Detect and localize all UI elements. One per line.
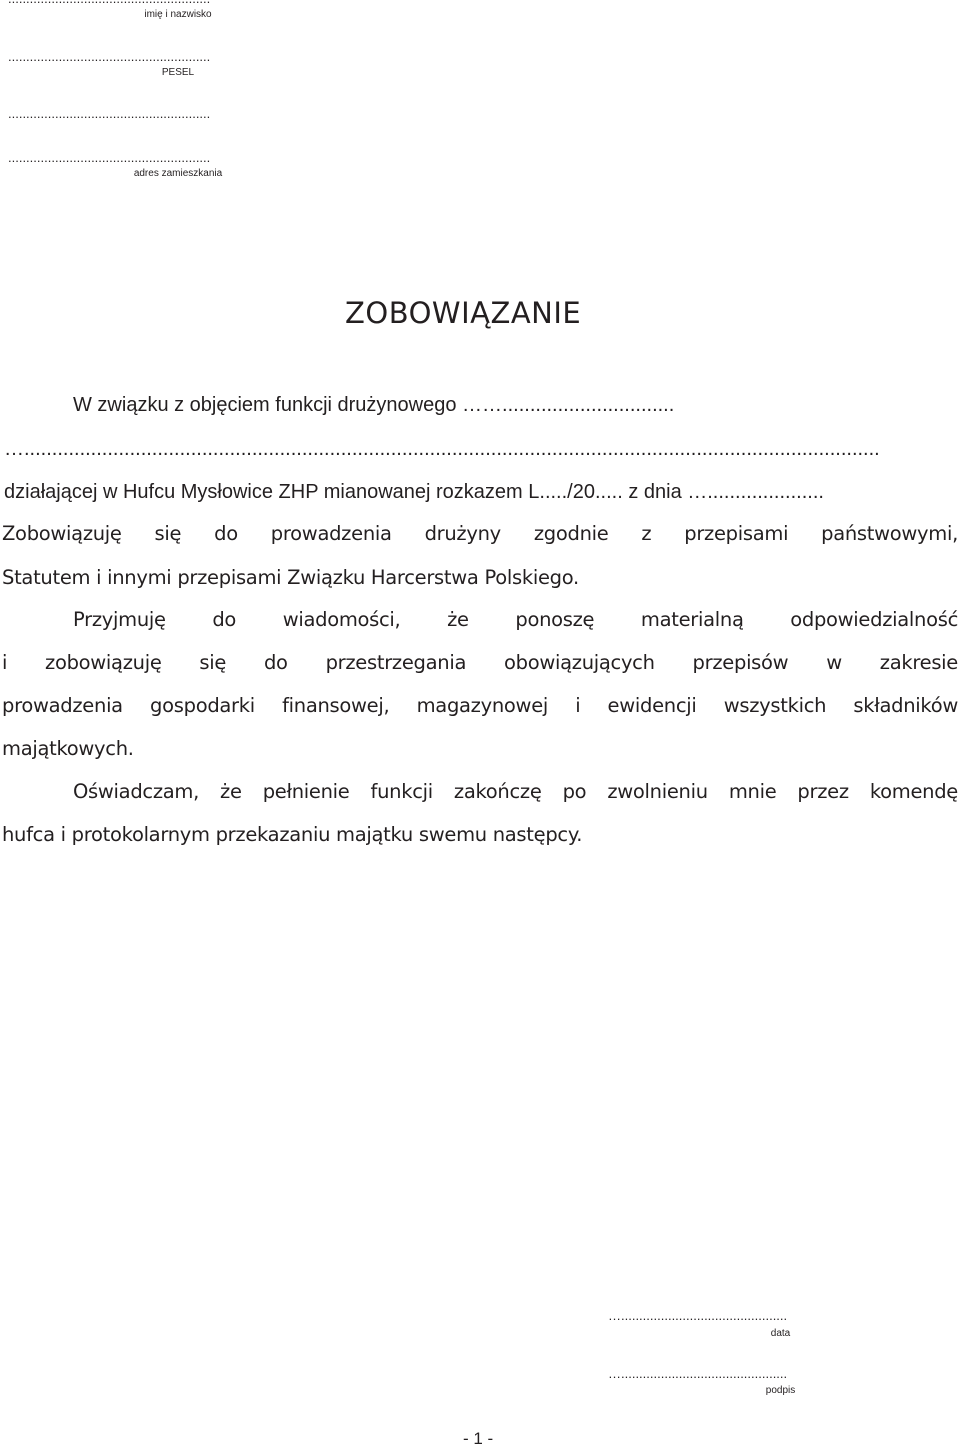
commitment-paragraph-line-2: Statutem i innymi przepisami Związku Harcerstwa Polskiego.	[2, 566, 579, 589]
liability-paragraph-line-1: Przyjmuję do wiadomości, że ponoszę materialną odpowiedzialność	[73, 608, 958, 631]
liability-paragraph-line-2: i zobowiązuję się do przestrzegania obowiązujących przepisów w zakresie	[2, 651, 958, 674]
document-title: ZOBOWIĄZANIE	[345, 296, 582, 330]
signature-caption: podpis	[765, 1385, 796, 1396]
address-dotted-line-2: ........................................................	[8, 150, 211, 165]
address-dotted-line-1: ........................................................	[8, 106, 211, 121]
commitment-paragraph-line-1: Zobowiązuję się do prowadzenia drużyny zgodnie z przepisami państwowymi,	[2, 522, 958, 545]
pesel-dotted-line: ........................................................	[8, 49, 211, 64]
unit-appointment-line: działającej w Hufcu Mysłowice ZHP mianowanej rozkazem L...../20..... z dnia ….....................	[4, 481, 824, 503]
address-caption: adres zamieszkania	[133, 168, 223, 179]
date-caption: data	[770, 1328, 791, 1339]
date-dotted-line: …..............................................	[608, 1308, 788, 1323]
declaration-paragraph-line-2: hufca i protokolarnym przekazaniu majątku swemu następcy.	[2, 823, 583, 846]
name-caption: imię i nazwisko	[144, 9, 212, 20]
function-line: W związku z objęciem funkcji drużynowego ……...............................	[73, 394, 675, 416]
declaration-paragraph-line-1: Oświadczam, że pełnienie funkcji zakończę po zwolnieniu mnie przez komendę	[73, 780, 958, 803]
name-dotted-line	[8, 0, 348, 6]
signature-dotted-line: …..............................................	[608, 1366, 788, 1381]
pesel-caption: PESEL	[161, 67, 195, 78]
function-continuation-line: …..........................................................................................................................................................	[4, 438, 880, 460]
liability-paragraph-line-3: prowadzenia gospodarki finansowej, magazynowej i ewidencji wszystkich składników	[2, 694, 958, 717]
liability-paragraph-line-4: majątkowych.	[2, 737, 134, 760]
page-number: - 1 -	[463, 1429, 494, 1448]
